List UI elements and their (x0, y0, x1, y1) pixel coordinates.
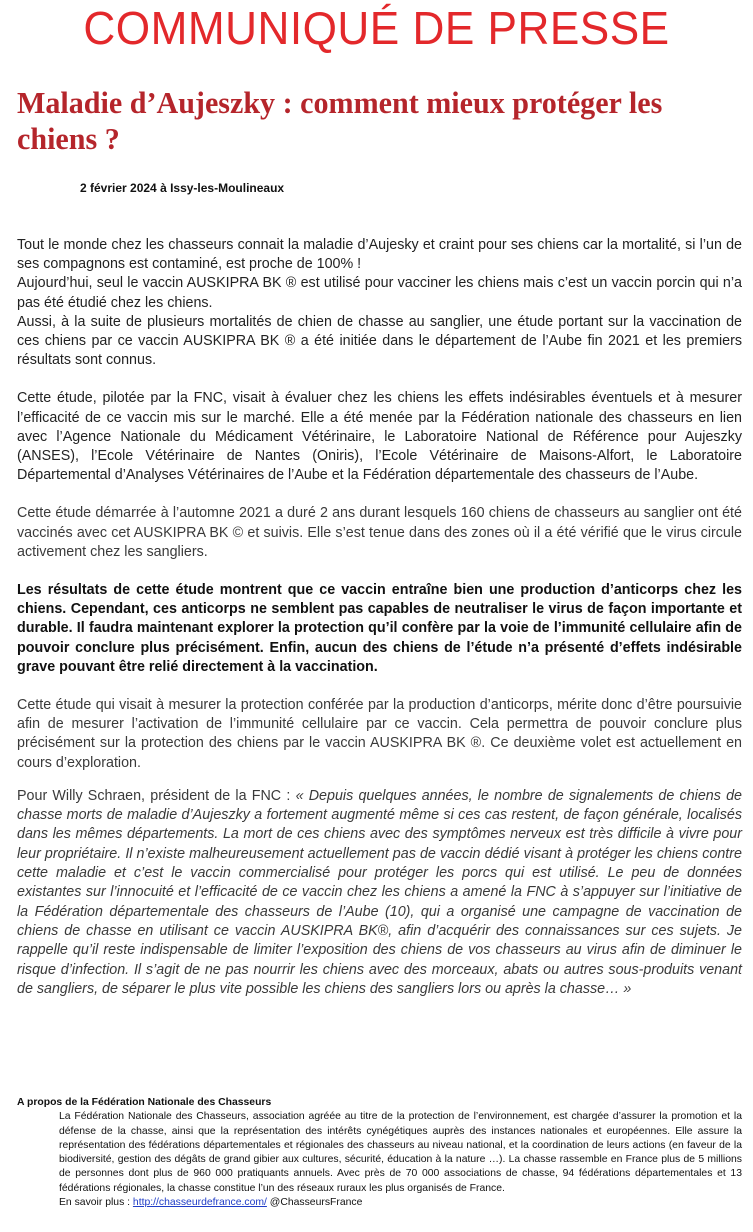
about-body (59, 1110, 742, 1210)
social-handle: @ChasseursFrance (266, 1197, 363, 1209)
followup-paragraph: Cette étude qui visait à mesurer la protection conférée par la production d’anticorps, mérite donc d’être poursuivie afin de mesurer l’activation de l’immunité cellulaire par ce vaccin. Cela permettra de pouvoir conclure plus précisément sur la protection des chiens par le vaccin AUSKIPRA BK ®. Ce deuxième volet est actuellement en cours d’exploration. (17, 697, 742, 771)
quote-intro: Pour Willy Schraen, président de la FNC : (17, 787, 296, 804)
intro-line-3: Aussi, à la suite de plusieurs mortalités de chien de chasse au sanglier, une étude portant sur la vaccination de ces chiens par ce vaccin AUSKIPRA BK ® a été initiée dans le département de l’Aube fin 2021 et les premiers résultats sont connus. (17, 313, 742, 369)
results-paragraph: Les résultats de cette étude montrent que ce vaccin entraîne bien une production d’anticorps chez les chiens. Cependant, ces anticorps ne semblent pas capables de neutraliser le virus de façon importante et durable. Il faudra maintenant explorer la protection qu’il confère par la voie de l’immunité cellulaire afin de pouvoir conclure plus précisément. Enfin, aucun des chiens de l’étude n’a présenté d’effets indésirable grave pouvant être relié directement à la vaccination. (17, 582, 742, 675)
duration-paragraph: Cette étude démarrée à l’automne 2021 a duré 2 ans durant lesquels 160 chiens de chasseurs au sanglier ont été vaccinés avec cet AUSKIPRA BK © et suivis. Elle s’est tenue dans des zones où il a été vérifié que le virus circule activement chez les sangliers. (17, 505, 742, 560)
intro-line-2: Aujourd’hui, seul le vaccin AUSKIPRA BK ® est utilisé pour vacciner les chiens mais c’est un vaccin porcin qui n’a pas été étudié chez les chiens. (17, 275, 742, 311)
headline: Maladie d’Aujeszky : comment mieux protéger les chiens ? (17, 85, 663, 156)
study-paragraph: Cette étude, pilotée par la FNC, visait à évaluer chez les chiens les effets indésirables éventuels et à mesurer l’efficacité de ce vaccin mis sur le marché. Elle a été menée par la Fédération nationale des chasseurs en lien avec l’Agence Nationale du Médicament Vétérinaire, le Laboratoire National de Référence pour Aujeszky (ANSES), l’Ecole Vétérinaire de Nantes (Oniris), l’Ecole Vétérinaire de Maisons-Alfort, le Laboratoire Départemental d’Analyses Vétérinaires de l’Aube et la Fédération départementale des chasseurs de l’Aube. (17, 390, 742, 484)
quote-paragraph (17, 787, 742, 999)
more-label: En savoir plus : (59, 1197, 133, 1209)
dateline: 2 février 2024 à Issy-les-Moulineaux (80, 181, 285, 195)
intro-line-1: Tout le monde chez les chasseurs connait la maladie d’Aujesky et craint pour ses chiens car la mortalité, si l’un de ses compagnons est contaminé, est proche de 100% ! (17, 237, 742, 273)
president-quote: « Depuis quelques années, le nombre de signalements de chiens de chasse morts de maladie d’Aujeszky a fortement augmenté même si ces cas restent, de façon générale, localisés dans les mêmes départements. La mort de ces chiens avec des symptômes nerveux est très difficile à vivre pour leur propriétaire. Il n’existe malheureusement actuellement pas de vaccin dédié visant à protéger les chiens contre cette maladie et c’est le vaccin commercialisé pour protéger les porcs qui est utilisé. Le peu de données existantes sur l’innocuité et l’efficacité de ce vaccin chez les chiens a amené la FNC à s’appuyer sur l’initiative de la Fédération départementale des chasseurs de l’Aube (10), qui a organisé une campagne de vaccination de chiens de chasse en utilisant ce vaccin AUSKIPRA BK®, afin d’acquérir des connaissances sur ces sujets. Je rappelle qu’il reste indispensable de limiter l’exposition des chiens de vos chasseurs au virus afin de diminuer le risque d’infection. Il s’agit de ne pas nourrir les chiens avec des morceaux, abats ou autres sous-produits venant de sangliers, de séparer le plus vite possible les chiens des sangliers lors ou après la chasse… » (17, 787, 742, 997)
about-section (17, 1096, 742, 1210)
about-title: A propos de la Fédération Nationale des Chasseurs (17, 1097, 272, 1108)
website-link[interactable]: http://chasseurdefrance.com/ (132, 1197, 267, 1209)
press-release-title: COMMUNIQUÉ DE PRESSE (83, 2, 670, 54)
article-body (17, 236, 742, 999)
about-text: La Fédération Nationale des Chasseurs, association agréée au titre de la protection de l’environnement, est chargée d’assurer la promotion et la défense de la chasse, ainsi que la représentation des intérêts cynégétiques auprès des instances nationales et européennes. Elle assure la représentation des fédérations départementales et régionales des chasseurs au niveau national, et la coordination de leurs actions (en faveur de la biodiversité, gestion des dégâts de grand gibier aux cultures, sécurité, éducation à la nature …). La chasse rassemble en France plus de 5 millions de personnes dont plus de 960 000 pratiquants annuels. Avec près de 70 000 associations de chasse, 94 fédérations départementales et 13 fédérations régionales, la chasse constitue l’un des réseaux ruraux les plus organisés de France. (59, 1111, 742, 1194)
